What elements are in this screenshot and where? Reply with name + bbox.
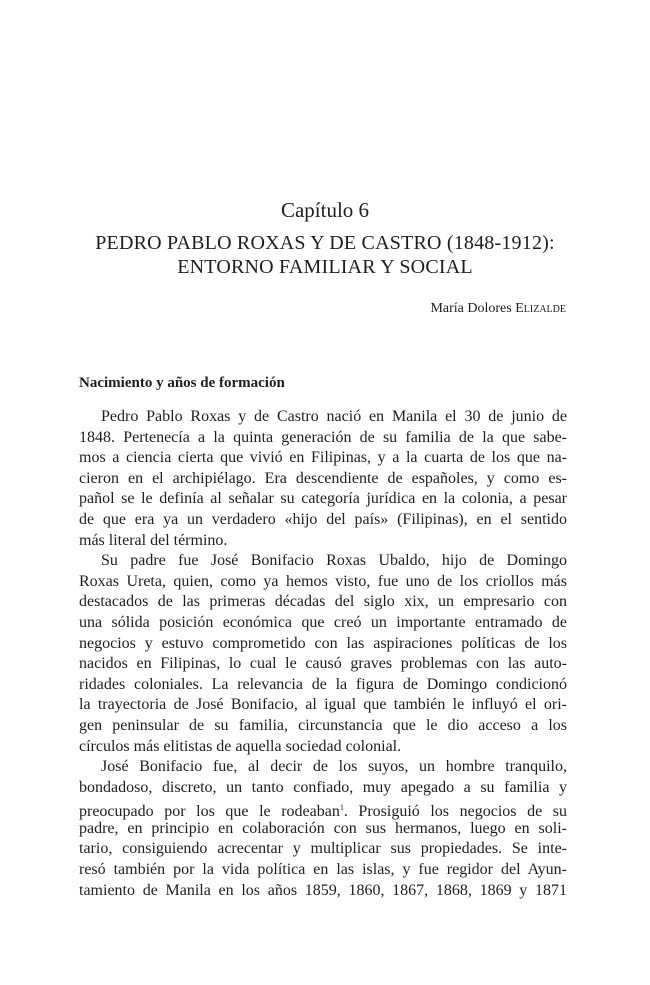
text-line: mos a ciencia cierta que vivió en Filipinas, y a la cuarta de los que na- xyxy=(79,449,567,467)
text-line: la trayectoria de José Bonifacio, al igual que también le influyó el ori- xyxy=(79,696,567,714)
text-line: círculos más elitistas de aquella sociedad colonial. xyxy=(79,737,402,755)
text-line: negocios y estuvo comprometido con las aspiraciones políticas de los xyxy=(79,634,567,652)
author-surname: Elizalde xyxy=(515,301,566,316)
text-line-start: preocupado por los que le rodeaban xyxy=(79,803,340,821)
text-line-with-footnote xyxy=(79,798,567,819)
text-line: 1848. Pertenecía a la quinta generación de su familia de la que sabe- xyxy=(79,428,567,446)
text-line: Su padre fue José Bonifacio Roxas Ubaldo, hijo de Domingo xyxy=(101,552,567,570)
text-line: pañol se le definía al señalar su categoría jurídica en la colonia, a pesar xyxy=(79,490,567,508)
text-line: más literal del término. xyxy=(79,531,228,549)
text-line: padre, en principio en colaboración con sus hermanos, luego en soli- xyxy=(79,819,567,837)
text-line-end: . Prosiguió los negocios de su xyxy=(343,803,567,821)
text-line: tamiento de Manila en los años 1859, 1860, 1867, 1868, 1869 y 1871 xyxy=(79,881,567,899)
author-name xyxy=(430,300,566,318)
text-line: destacados de las primeras décadas del siglo xix, un empresario con xyxy=(79,593,567,611)
text-line: Pedro Pablo Roxas y de Castro nació en Manila el 30 de junio de xyxy=(101,408,567,425)
chapter-title-line: PEDRO PABLO ROXAS Y DE CASTRO (1848-1912): xyxy=(95,232,555,254)
text-line: de que era ya un verdadero «hijo del país» (Filipinas), en el sentido xyxy=(79,510,567,528)
text-line: gen peninsular de su familia, circunstancia que le dio acceso a los xyxy=(79,716,567,734)
body-text xyxy=(79,407,567,901)
text-line: ridades coloniales. La relevancia de la figura de Domingo condicionó xyxy=(79,675,567,693)
chapter-title xyxy=(0,231,650,279)
footnote-reference[interactable]: 1 xyxy=(339,803,344,813)
text-line: José Bonifacio fue, al decir de los suyos, un hombre tranquilo, xyxy=(101,758,567,776)
text-line: una sólida posición económica que creó un importante entramado de xyxy=(79,613,567,631)
chapter-label: Capítulo 6 xyxy=(280,198,370,222)
text-line: bondadoso, discreto, un tanto confiado, muy apegado a su familia y xyxy=(79,778,567,796)
text-line: tario, consiguiendo acrecentar y multiplicar sus propiedades. Se inte- xyxy=(79,840,567,858)
text-line: Roxas Ureta, quien, como ya hemos visto, fue uno de los criollos más xyxy=(79,572,567,590)
text-line: cieron en el archipiélago. Era descendiente de españoles, y como es- xyxy=(79,469,567,487)
text-line: resó también por la vida política en las islas, y fue regidor del Ayun- xyxy=(79,861,567,879)
author-first-names: María Dolores xyxy=(430,301,512,316)
text-line: nacidos en Filipinas, lo cual le causó graves problemas con las auto- xyxy=(79,655,567,673)
section-heading: Nacimiento y años de formación xyxy=(79,375,285,391)
chapter-title-line: ENTORNO FAMILIAR Y SOCIAL xyxy=(177,256,473,278)
